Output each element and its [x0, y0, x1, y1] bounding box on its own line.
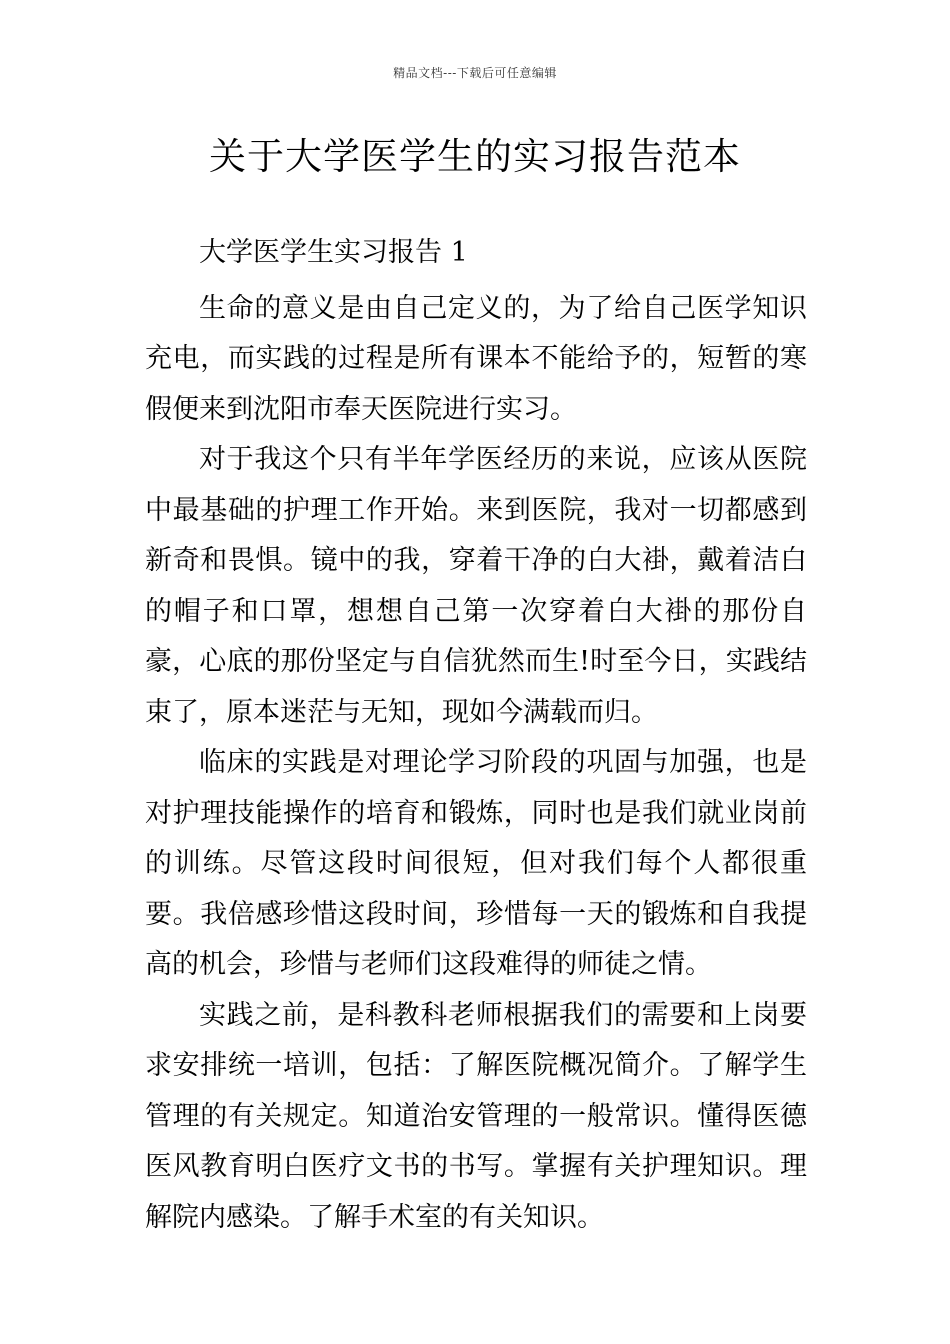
- paragraph: 对于我这个只有半年学医经历的来说，应该从医院中最基础的护理工作开始。来到医院，我对一切都感到新奇和畏惧。镜中的我，穿着干净的白大褂，戴着洁白的帽子和口罩，想想自己第一次穿着白大褂的那份自豪，心底的那份坚定与自信犹然而生!时至今日，实践结束了，原本迷茫与无知，现如今满载而归。: [145, 444, 807, 728]
- header-note: 精品文档---下载后可任意编辑: [393, 66, 557, 80]
- section-subheading: 大学医学生实习报告 1: [199, 237, 468, 268]
- paragraph: 实践之前，是科教科老师根据我们的需要和上岗要求安排统一培训，包括：了解医院概况简介。了解学生管理的有关规定。知道治安管理的一般常识。懂得医德医风教育明白医疗文书的书写。掌握有关护理知识。理解院内感染。了解手术室的有关知识。: [145, 999, 807, 1233]
- document-title: 关于大学医学生的实习报告范本: [209, 135, 741, 178]
- paragraph: 生命的意义是由自己定义的，为了给自己医学知识充电，而实践的过程是所有课本不能给予的，短暂的寒假便来到沈阳市奉天医院进行实习。: [145, 292, 807, 425]
- paragraph: 临床的实践是对理论学习阶段的巩固与加强，也是对护理技能操作的培育和锻炼，同时也是我们就业岗前的训练。尽管这段时间很短，但对我们每个人都很重要。我倍感珍惜这段时间，珍惜每一天的锻炼和自我提高的机会，珍惜与老师们这段难得的师徒之情。: [145, 747, 807, 980]
- document-body: [145, 228, 807, 1243]
